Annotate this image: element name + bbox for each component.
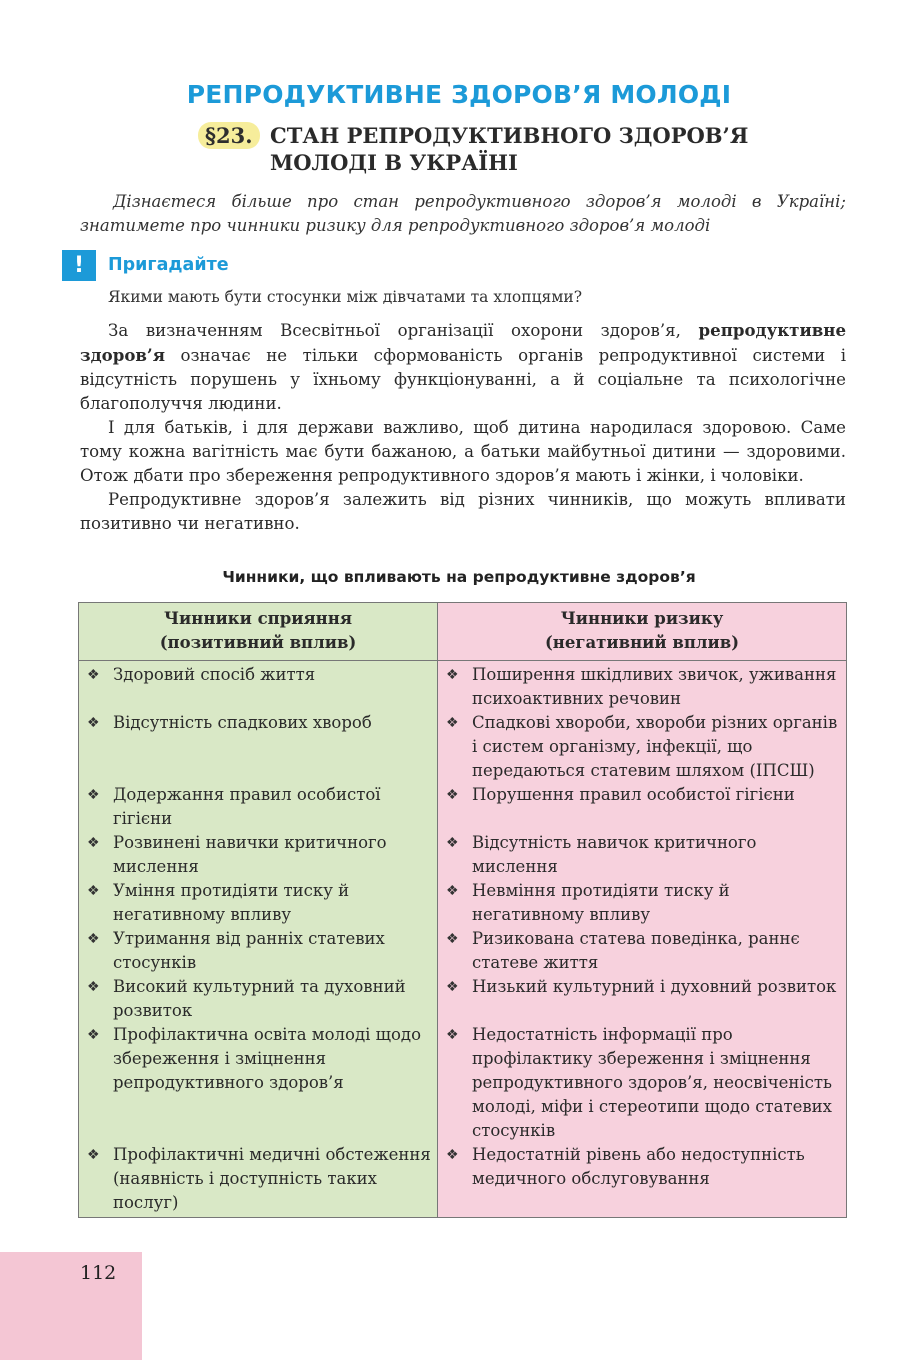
positive-factor: Високий культурний та духовний розвиток	[113, 977, 406, 1020]
table-row	[79, 1143, 847, 1218]
diamond-bullet-icon: ❖	[446, 667, 459, 683]
remember-question: Якими мають бути стосунки між дівчатами та хлопцями?	[108, 288, 583, 306]
positive-factor-cell	[79, 879, 438, 927]
header-risk-factors	[438, 603, 847, 661]
positive-factor: Розвинені навички критичного мислення	[113, 833, 387, 876]
table-row	[79, 831, 847, 879]
table-caption: Чинники, що впливають на репродуктивне здоров’я	[222, 568, 696, 586]
section-number: §23.	[198, 122, 260, 149]
diamond-bullet-icon: ❖	[446, 835, 459, 851]
positive-factor: Здоровий спосіб життя	[113, 665, 316, 684]
paragraph-1	[80, 318, 846, 416]
section-intro: Дізнаєтеся більше про стан репродуктивного здоров’я молоді в Україні; знатимете про чинники ризику для репродуктивного здоров’я молоді	[80, 192, 846, 235]
header-risk-line-2: (негативний вплив)	[544, 633, 740, 652]
risk-factor: Відсутність навичок критичного мислення	[472, 833, 757, 876]
table-row	[79, 1023, 847, 1143]
chapter-title: РЕПРОДУКТИВНЕ ЗДОРОВ’Я МОЛОДІ	[186, 80, 732, 109]
diamond-bullet-icon: ❖	[446, 979, 459, 995]
risk-factor-cell	[438, 831, 847, 879]
positive-factor: Додержання правил особистої гігієни	[113, 785, 381, 828]
risk-factor: Спадкові хвороби, хвороби різних органів і систем організму, інфекції, що передаються статевим шляхом (ІПСШ)	[472, 713, 838, 780]
diamond-bullet-icon: ❖	[446, 883, 459, 899]
section-title	[270, 122, 850, 176]
diamond-bullet-icon: ❖	[87, 715, 100, 731]
table-row	[79, 661, 847, 712]
diamond-bullet-icon: ❖	[87, 931, 100, 947]
positive-factor-cell	[79, 831, 438, 879]
diamond-bullet-icon: ❖	[446, 931, 459, 947]
page-corner-tab	[0, 1252, 142, 1360]
risk-factor: Порушення правил особистої гігієни	[472, 785, 795, 804]
positive-factor-cell	[79, 927, 438, 975]
positive-factor-cell	[79, 1143, 438, 1218]
positive-factor: Утримання від ранніх статевих стосунків	[113, 929, 385, 972]
positive-factor: Профілактична освіта молоді щодо збереження і зміцнення репродуктивного здоров’я	[113, 1025, 422, 1092]
risk-factor-cell	[438, 1143, 847, 1218]
table-row	[79, 783, 847, 831]
positive-factor: Уміння протидіяти тиску й негативному впливу	[113, 881, 350, 924]
exclamation-icon: !	[62, 250, 96, 281]
diamond-bullet-icon: ❖	[87, 883, 100, 899]
risk-factor-cell	[438, 975, 847, 1023]
diamond-bullet-icon: ❖	[87, 835, 100, 851]
risk-factor: Низький культурний і духовний розвиток	[472, 977, 837, 996]
remember-title: Пригадайте	[108, 255, 229, 275]
risk-factor: Ризикована статева поведінка, раннє статеве життя	[472, 929, 800, 972]
page-number: 112	[80, 1262, 117, 1284]
diamond-bullet-icon: ❖	[87, 787, 100, 803]
paragraph-1-start: За визначенням Всесвітньої організації охорони здоров’я,	[108, 321, 699, 340]
paragraph-1-end: означає не тільки сформованість органів репродуктивної системи і відсутність порушень у їхньому функціонуванні, а й соціальне та психологічне благополуччя людини.	[80, 346, 846, 413]
diamond-bullet-icon: ❖	[446, 1147, 459, 1163]
body-text	[80, 318, 846, 536]
positive-factor-cell	[79, 783, 438, 831]
diamond-bullet-icon: ❖	[446, 715, 459, 731]
risk-factor: Недостатній рівень або недоступність медичного обслуговування	[472, 1145, 805, 1188]
header-positive-line-1: Чинники сприяння	[163, 609, 353, 628]
table-row	[79, 927, 847, 975]
factors-table	[78, 602, 847, 1218]
risk-factor-cell	[438, 783, 847, 831]
diamond-bullet-icon: ❖	[446, 787, 459, 803]
positive-factor: Профілактичні медичні обстеження (наявність і доступність таких послуг)	[113, 1145, 431, 1212]
risk-factor: Недостатність інформації про профілактику збереження і зміцнення репродуктивного здоров’я, неосвіченість молоді, міфи і стереотипи щодо статевих стосунків	[472, 1025, 832, 1140]
header-positive-factors	[79, 603, 438, 661]
risk-factor-cell	[438, 879, 847, 927]
section-title-line-2: МОЛОДІ В УКРАЇНІ	[270, 150, 518, 175]
table-row	[79, 879, 847, 927]
risk-factor-cell	[438, 927, 847, 975]
risk-factor: Поширення шкідливих звичок, уживання психоактивних речовин	[472, 665, 837, 708]
table-row	[79, 975, 847, 1023]
positive-factor-cell	[79, 661, 438, 712]
term-reproductive-health: репродуктивне здоров’я	[80, 320, 846, 365]
risk-factor-cell	[438, 711, 847, 783]
table-row	[79, 711, 847, 783]
paragraph-3: Репродуктивне здоров’я залежить від різних чинників, що можуть впливати позитивно чи негативно.	[80, 490, 846, 533]
risk-factor-cell	[438, 1023, 847, 1143]
risk-factor: Невміння протидіяти тиску й негативному впливу	[472, 881, 730, 924]
positive-factor-cell	[79, 711, 438, 783]
diamond-bullet-icon: ❖	[87, 1027, 100, 1043]
positive-factor-cell	[79, 975, 438, 1023]
section-title-line-1: СТАН РЕПРОДУКТИВНОГО ЗДОРОВ’Я	[270, 123, 749, 148]
diamond-bullet-icon: ❖	[446, 1027, 459, 1043]
positive-factor-cell	[79, 1023, 438, 1143]
diamond-bullet-icon: ❖	[87, 667, 100, 683]
risk-factor-cell	[438, 661, 847, 712]
diamond-bullet-icon: ❖	[87, 1147, 100, 1163]
header-risk-line-1: Чинники ризику	[560, 609, 724, 628]
paragraph-2: І для батьків, і для держави важливо, щоб дитина народилася здоровою. Саме тому кожна вагітність має бути бажаною, а батьки майбутньої дитини — здоровими. Отож дбати про збереження репродуктивного здоров’я мають і жінки, і чоловіки.	[80, 418, 846, 485]
positive-factor: Відсутність спадкових хвороб	[113, 713, 372, 732]
table-header-row	[79, 603, 847, 661]
diamond-bullet-icon: ❖	[87, 979, 100, 995]
header-positive-line-2: (позитивний вплив)	[159, 633, 357, 652]
